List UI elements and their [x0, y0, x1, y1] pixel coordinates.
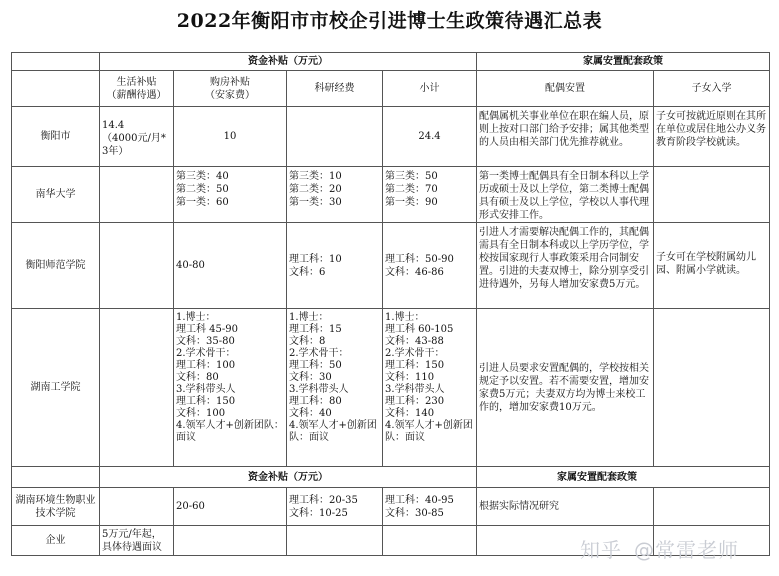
housing-subsidy-cell: 40-80: [174, 223, 287, 309]
housing-subsidy-cell: 10: [174, 107, 287, 167]
row-name: 衡阳市: [12, 107, 100, 167]
table-row: [12, 167, 770, 223]
watermark-author: @常雷老师: [634, 538, 739, 562]
research-fund-header: 科研经费: [287, 71, 383, 107]
funding-group-header-repeat: 资金补贴（万元）: [100, 467, 477, 488]
housing-subsidy-header: 购房补贴 （安家费）: [174, 71, 287, 107]
spouse-policy-cell: 第一类博士配偶具有全日制本科以上学历或硕士及以上学位，第二类博士配偶具有硕士及以上学位，学校以人事代理形式安排工作。: [477, 167, 654, 223]
housing-subsidy-cell: 20-60: [174, 488, 287, 526]
row-name: 湖南环境生物职业技术学院: [12, 488, 100, 526]
research-fund-cell: 第三类：10 第二类：20 第一类：30: [287, 167, 383, 223]
housing-subsidy-cell: [174, 526, 287, 556]
table-row: [12, 223, 770, 309]
living-subsidy-cell: 14.4 （4000元/月*3年）: [100, 107, 174, 167]
watermark-site: 知乎: [580, 538, 622, 562]
subtotal-cell: 理工科：40-95 文科：30-85: [383, 488, 477, 526]
policy-table: [11, 52, 770, 556]
spouse-policy-cell: 根据实际情况研究: [477, 488, 654, 526]
page-title: 2022年衡阳市市校企引进博士生政策待遇汇总表: [176, 10, 603, 32]
children-header: 子女入学: [654, 71, 770, 107]
living-subsidy-cell: [100, 167, 174, 223]
spouse-policy-cell: 引进人员要求安置配偶的，学校按相关规定予以安置。若不需要安置，增加安家费5万元；夫妻双方均为博士来校工作的，增加安家费10万元。: [477, 309, 654, 467]
table-row: [12, 488, 770, 526]
living-subsidy-cell: 5万元/年起，具体待遇面议: [100, 526, 174, 556]
housing-subsidy-cell: 第三类：40 第二类：50 第一类：60: [174, 167, 287, 223]
spouse-policy-cell: 引进人才需要解决配偶工作的，其配偶需具有全日制本科或以上学历学位，学校按国家现行人事政策采用合同制安置。引进的夫妻双博士，除分别享受引进待遇外，另每人增加安家费5万元。: [477, 223, 654, 309]
header-row-group: [12, 53, 770, 71]
table-row: [12, 107, 770, 167]
table-row: [12, 309, 770, 467]
living-subsidy-cell: [100, 488, 174, 526]
family-group-header: 家属安置配套政策: [477, 53, 770, 71]
subtotal-cell: 第三类：50 第二类：70 第一类：90: [383, 167, 477, 223]
subtotal-header: 小计: [383, 71, 477, 107]
research-fund-cell: 理工科：20-35 文科：10-25: [287, 488, 383, 526]
header-row-columns: [12, 71, 770, 107]
family-group-header-repeat: 家属安置配套政策: [477, 467, 770, 488]
children-policy-cell: [654, 309, 770, 467]
living-subsidy-cell: [100, 309, 174, 467]
subtotal-cell: [383, 526, 477, 556]
children-policy-cell: 子女可按就近原则在其所在单位或居住地公办义务教育阶段学校就读。: [654, 107, 770, 167]
housing-subsidy-cell: 1.博士： 理工科 45-90 文科：35-80 2.学术骨干： 理工科：100 文科：80 3.学科带头人 理工科：150 文科：100 4.领军人才+创新团队：面议: [174, 309, 287, 467]
children-policy-cell: [654, 488, 770, 526]
header-row-group-repeat: [12, 467, 770, 488]
research-fund-cell: [287, 107, 383, 167]
row-name: 湖南工学院: [12, 309, 100, 467]
living-subsidy-header: 生活补贴 （薪酬待遇）: [100, 71, 174, 107]
watermark: [580, 534, 739, 563]
research-fund-cell: 1.博士： 理工科：15 文科：8 2.学术骨干： 理工科：50 文科：30 3.学科带头人 理工科：80 文科：40 4.领军人才+创新团队：面议: [287, 309, 383, 467]
subtotal-cell: 24.4: [383, 107, 477, 167]
research-fund-cell: [287, 526, 383, 556]
subtotal-cell: 理工科：50-90 文科：46-86: [383, 223, 477, 309]
living-subsidy-cell: [100, 223, 174, 309]
children-policy-cell: 子女可在学校附属幼儿园、附属小学就读。: [654, 223, 770, 309]
header-blank-cell: [12, 53, 100, 71]
row-name: 衡阳师范学院: [12, 223, 100, 309]
subtotal-cell: 1.博士： 理工科 60-105 文科：43-88 2.学术骨干： 理工科：150 文科：110 3.学科带头人 理工科：230 文科：140 4.领军人才+创新团队：面议: [383, 309, 477, 467]
funding-group-header: 资金补贴（万元）: [100, 53, 477, 71]
row-name: 南华大学: [12, 167, 100, 223]
row-name: 企业: [12, 526, 100, 556]
research-fund-cell: 理工科：10 文科：6: [287, 223, 383, 309]
header-blank-cell-2: [12, 71, 100, 107]
spouse-policy-cell: 配偶属机关事业单位在职在编人员，原则上按对口部门给予安排；属其他类型的人员由相关部门优先推荐就业。: [477, 107, 654, 167]
children-policy-cell: [654, 167, 770, 223]
header-blank-cell-3: [12, 467, 100, 488]
spouse-header: 配偶安置: [477, 71, 654, 107]
